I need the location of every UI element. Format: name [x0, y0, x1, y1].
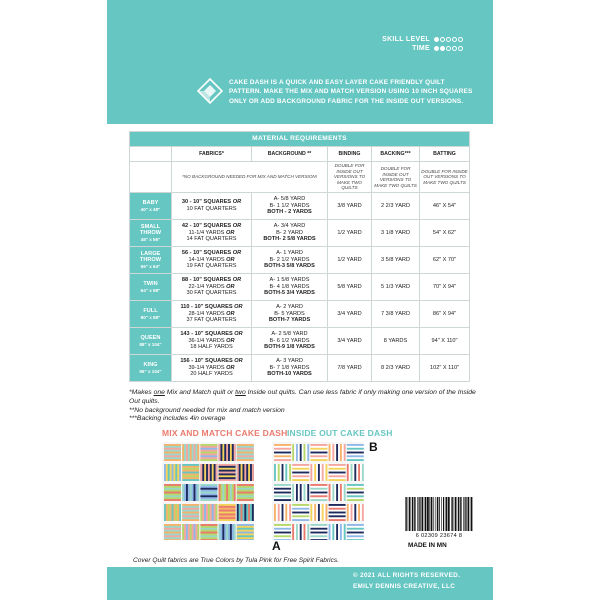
- fabrics-cell: 110 - 10" SQUARES OR 28-1/4 YARDS OR 37 FAT QUARTERS: [172, 301, 252, 328]
- note-background: *NO BACKGROUND NEEDED FOR MIX AND MATCH VERSION!: [172, 162, 328, 193]
- rating-dot: [446, 46, 451, 51]
- batting-cell: 46" X 54": [420, 193, 470, 220]
- skill-level: SKILL LEVEL: [382, 36, 463, 43]
- backing-cell: 8 2/3 YARD: [372, 355, 420, 382]
- size-cell: BABY 40" x 48": [130, 193, 172, 220]
- made-in: MADE IN MN: [408, 542, 447, 549]
- backing-cell: 3 1/8 YARD: [372, 220, 420, 247]
- pattern-back-cover: [107, 0, 493, 600]
- backing-cell: 5 1/3 YARD: [372, 274, 420, 301]
- rating-dot: [458, 37, 463, 42]
- backing-cell: 8 YARDS: [372, 328, 420, 355]
- table-header-row: [130, 147, 470, 162]
- mix-and-match-title: MIX AND MATCH CAKE DASH: [162, 428, 288, 438]
- fabrics-cell: 143 - 10" SQUARES OR 36-1/4 YARDS OR 18 HALF YARDS: [172, 328, 252, 355]
- background-cell: A- 3/4 YARD B- 2 YARD BOTH- 2 5/8 YARDS: [252, 220, 328, 247]
- size-cell: FULL 80" x 88": [130, 301, 172, 328]
- background-cell: A- 1 YARD B- 2 1/2 YARDS BOTH-3 5/8 YARDS: [252, 247, 328, 274]
- quilt-label-a: A: [272, 539, 281, 553]
- barcode-number: 6 02309 23674 8: [415, 533, 463, 539]
- rating-dot: [446, 37, 451, 42]
- footnote-2: **No background needed for mix and match version: [129, 406, 285, 414]
- fabrics-cell: 88 - 10" SQUARES OR 22-1/4 YARDS OR 30 FAT QUARTERS: [172, 274, 252, 301]
- rating-dot: [458, 46, 463, 51]
- binding-cell: 1/2 YARD: [328, 220, 372, 247]
- quilt-label-b: B: [369, 440, 378, 454]
- background-cell: A- 2 YARD B- 5 YARDS BOTH-7 YARDS: [252, 301, 328, 328]
- time-level-dots: [433, 46, 463, 51]
- binding-cell: 3/4 YARD: [328, 301, 372, 328]
- table-row: [130, 355, 470, 382]
- rating-dot: [440, 46, 445, 51]
- fabrics-cell: 156 - 10" SQUARES OR 39-1/4 YARDS OR 20 HALF YARDS: [172, 355, 252, 382]
- header-batting: BATTING: [420, 147, 470, 162]
- background-cell: A- 1 5/8 YARDS B- 4 1/8 YARDS BOTH-5 3/4 YARDS: [252, 274, 328, 301]
- binding-cell: 7/8 YARD: [328, 355, 372, 382]
- inside-out-title: INSIDE OUT CAKE DASH: [287, 428, 393, 438]
- rating-dot: [434, 37, 439, 42]
- fabrics-cell: 42 - 10" SQUARES OR 11-1/4 YARDS OR 14 FAT QUARTERS: [172, 220, 252, 247]
- inside-out-quilt-image: [272, 442, 364, 540]
- batting-cell: 70" X 94": [420, 274, 470, 301]
- background-cell: A- 2 5/8 YARD B- 6 1/2 YARDS BOTH-9 1/8 YARDS: [252, 328, 328, 355]
- header-binding: BINDING: [328, 147, 372, 162]
- mix-and-match-quilt-image: [162, 442, 254, 540]
- copyright: © 2021 ALL RIGHTS RESERVED. EMILY DENNIS CREATIVE, LLC: [353, 572, 461, 590]
- size-cell: LARGE THROW 56" x 64": [130, 247, 172, 274]
- size-cell: KING 96" x 104": [130, 355, 172, 382]
- barcode-image: [403, 497, 473, 533]
- header-band: [107, 0, 493, 124]
- footnotes: [129, 389, 479, 424]
- background-cell: A- 5/8 YARD B- 1 1/2 YARDS BOTH - 2 YARDS: [252, 193, 328, 220]
- table-row: [130, 193, 470, 220]
- size-cell: SMALL THROW 48" x 56": [130, 220, 172, 247]
- binding-cell: 3/4 YARD: [328, 328, 372, 355]
- header-backing: BACKING***: [372, 147, 420, 162]
- backing-cell: 3 5/8 YARD: [372, 247, 420, 274]
- batting-cell: 102" X 110": [420, 355, 470, 382]
- fabrics-cell: 30 - 10" SQUARES OR 10 FAT QUARTERS: [172, 193, 252, 220]
- binding-cell: 5/8 YARD: [328, 274, 372, 301]
- table-title-row: MATERIAL REQUIREMENTS: [130, 132, 470, 147]
- fabrics-cell: 56 - 10" SQUARES OR 14-1/4 YARDS OR 19 FAT QUARTERS: [172, 247, 252, 274]
- table-row: [130, 301, 470, 328]
- footnote-3: ***Backing includes 4in overage: [129, 415, 226, 423]
- table-row: [130, 328, 470, 355]
- rating-dot: [452, 37, 457, 42]
- header-background: BACKGROUND **: [252, 147, 328, 162]
- size-cell: QUEEN 88" x 104": [130, 328, 172, 355]
- batting-cell: 86" X 94": [420, 301, 470, 328]
- batting-cell: 54" X 62": [420, 220, 470, 247]
- note-backing: DOUBLE FOR INSIDE OUT VERSIONS TO MAKE TWO QUILTS: [372, 162, 420, 193]
- skill-level-dots: [433, 37, 463, 42]
- note-batting: DOUBLE FOR INSIDE OUT VERSIONS TO MAKE TWO QUILTS: [420, 162, 470, 193]
- table-row: [130, 274, 470, 301]
- size-cell: TWIN 64" x 88": [130, 274, 172, 301]
- footnote-1: *Makes one Mix and Match quilt or two Inside out quilts. Can use less fabric if only making one version of the Inside Out quilts.: [129, 389, 476, 405]
- backing-cell: 7 3/8 YARD: [372, 301, 420, 328]
- time-level: TIME: [412, 45, 463, 52]
- rating-dot: [434, 46, 439, 51]
- cover-fabric-note: Cover Quilt fabrics are True Colors by Tula Pink for Free Spirit Fabrics.: [133, 557, 340, 564]
- batting-cell: 94" X 110": [420, 328, 470, 355]
- rating-dot: [440, 37, 445, 42]
- table-row: [130, 247, 470, 274]
- pattern-description: CAKE DASH IS A QUICK AND EASY LAYER CAKE FRIENDLY QUILT PATTERN. MAKE THE MIX AND MATCH VERSION USING 10 INCH SQUARES ONLY OR ADD BACKGROUND FABRIC FOR THE INSIDE OUT VERSIONS.: [229, 79, 473, 105]
- binding-cell: 1/2 YARD: [328, 247, 372, 274]
- rating-dot: [452, 46, 457, 51]
- backing-cell: 2 2/3 YARD: [372, 193, 420, 220]
- diamond-logo-icon: [197, 78, 223, 104]
- material-requirements-table: [129, 131, 470, 382]
- note-binding: DOUBLE FOR INSIDE OUT VERSIONS TO MAKE TWO QUILTS: [328, 162, 372, 193]
- table-note-row: [130, 162, 470, 193]
- binding-cell: 3/8 YARD: [328, 193, 372, 220]
- header-fabrics: FABRICS*: [172, 147, 252, 162]
- table-row: [130, 220, 470, 247]
- background-cell: A- 3 YARD B- 7 1/8 YARDS BOTH-10 YARDS: [252, 355, 328, 382]
- batting-cell: 62" X 70": [420, 247, 470, 274]
